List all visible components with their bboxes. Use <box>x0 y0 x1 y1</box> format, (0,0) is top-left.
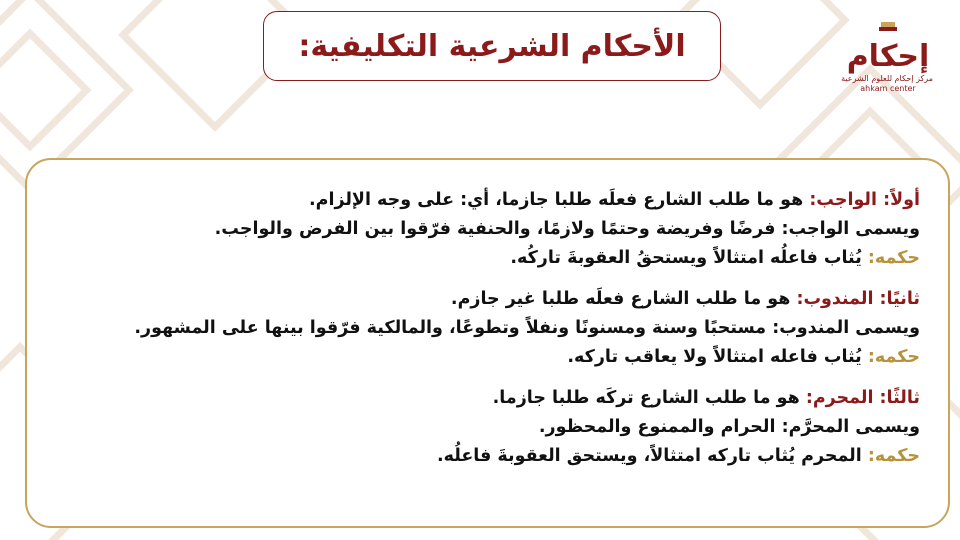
section-rule-line <box>50 343 920 372</box>
section-names: ويسمى المحرَّم: الحرام والممنوع والمحظور. <box>538 417 920 437</box>
section-rule-line <box>50 244 920 273</box>
section-names: ويسمى الواجب: فرضًا وفريضة وحتمًا ولازمًا، والحنفية فرّقوا بين الفرض والواجب. <box>214 219 920 239</box>
section-wajib <box>50 186 920 273</box>
section-rule-line <box>50 442 920 471</box>
logo <box>843 22 933 98</box>
section-definition: هو ما طلب الشارع تركَه طلبا جازما. <box>492 388 806 408</box>
logo-tagline: ahkam center <box>860 84 916 93</box>
logo-wordmark: إحكام <box>846 39 930 74</box>
page-title: الأحكام الشرعية التكليفية: <box>298 28 686 64</box>
content-box <box>25 158 950 528</box>
section-heading: ثانيًا: المندوب: <box>796 289 920 309</box>
logo-mark-icon <box>843 22 933 74</box>
rulings-content <box>50 186 920 483</box>
rule-text: يُثاب فاعله امتثالاً ولا يعاقب تاركه. <box>567 347 868 367</box>
section-definition-line <box>50 285 920 314</box>
section-heading: أولاً: الواجب: <box>809 190 920 210</box>
section-muharram <box>50 384 920 471</box>
rule-text: المحرم يُثاب تاركه امتثالاً، ويستحق العقوبةَ فاعلُه. <box>436 446 868 466</box>
section-mandub <box>50 285 920 372</box>
rule-label: حكمه: <box>867 248 920 268</box>
logo-subtitle: مركز إحكام للعلوم الشرعية <box>841 74 933 83</box>
rule-label: حكمه: <box>867 446 920 466</box>
title-box <box>263 11 721 81</box>
rule-label: حكمه: <box>867 347 920 367</box>
section-definition: هو ما طلب الشارع فعلَه طلبا غير جازم. <box>450 289 797 309</box>
section-names: ويسمى المندوب: مستحبًا وسنة ومسنونًا ونفلاً وتطوعًا، والمالكية فرّقوا بينها على المشهور. <box>134 318 920 338</box>
section-heading: ثالثًا: المحرم: <box>805 388 920 408</box>
rule-text: يُثاب فاعلُه امتثالاً ويستحقُ العقوبةَ تاركُه. <box>510 248 868 268</box>
section-definition-line <box>50 384 920 413</box>
section-definition: هو ما طلب الشارع فعلَه طلبا جازما، أي: على وجه الإلزام. <box>309 190 810 210</box>
section-definition-line <box>50 186 920 215</box>
